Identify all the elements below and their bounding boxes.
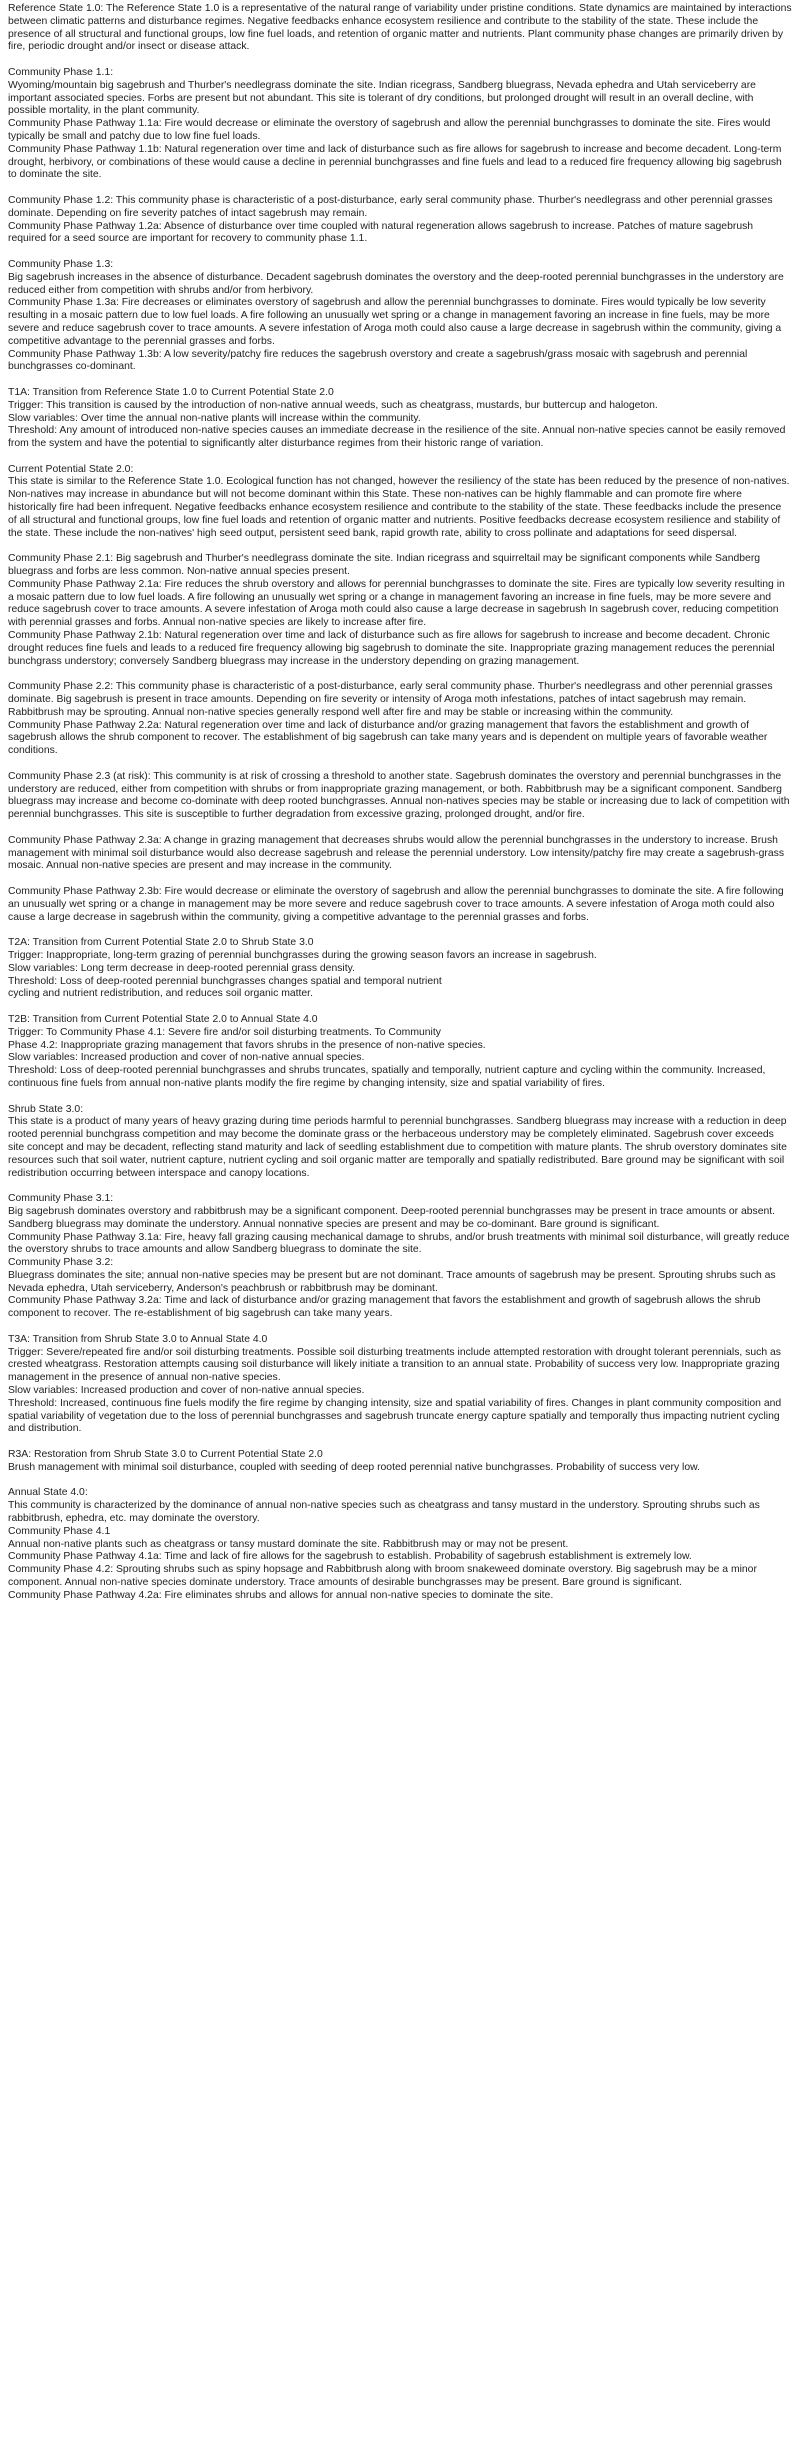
paragraph-line: Community Phase 1.3: bbox=[8, 258, 114, 270]
paragraph-line: T2B: Transition from Current Potential State 2.0 to Annual State 4.0 bbox=[8, 1013, 318, 1025]
paragraph-line: Community Phase Pathway 1.1b: Natural regeneration over time and lack of disturbance such as fire allows for sagebrush to increase and become decadent. Long-term drought, herbivory, or combinations of these would cause a decline in perennial bunchgrasses and fine fuels and lead to a reduced fire frequency allowing big sagebrush to dominate the site. bbox=[8, 143, 782, 181]
paragraph-line: Current Potential State 2.0: bbox=[8, 463, 134, 475]
paragraph-line: Trigger: This transition is caused by the introduction of non-native annual weeds, such as cheatgrass, mustards, bur buttercup and halogeton. bbox=[8, 399, 658, 411]
paragraph-line: Threshold: Increased, continuous fine fuels modify the fire regime by changing intensity, size and spatial variability of fires. Changes in plant community composition and spatial variability of vegetation due to the loss of perennial bunchgrasses and sagebrush truncate energy capture spatially and temporally thus impacting nutrient cycling and distribution. bbox=[8, 1397, 782, 1435]
paragraph-line: Big sagebrush dominates overstory and rabbitbrush may be a significant component. Deep-rooted perennial bunchgrasses may be present in trace amounts or absent. Sandberg bluegrass may dominate the understory. Annual nonnative species are present and may be co-dominant. Bare ground is significant. bbox=[8, 1205, 776, 1230]
paragraph-line: Community Phase Pathway 2.3a: A change in grazing management that decreases shrubs would allow the perennial bunchgrasses in the understory to increase. Brush management with minimal soil disturbance would also decrease sagebrush and release the perennial understory. Low intensity/patchy fire may create a sagebrush-grass mosaic. Annual non-native species are present and may increase in the community. bbox=[8, 834, 785, 872]
paragraph-line: Trigger: Severe/repeated fire and/or soil disturbing treatments. Possible soil disturbing treatments include attempted restoration with drought tolerant perennials, such as crested wheatgrass. Restoration attempts causing soil disturbance will likely initiate a transition to an annual state. Probability of success very low. Inappropriate grazing management in the presence of annual non-native species. bbox=[8, 1346, 781, 1384]
section bbox=[8, 259, 792, 374]
section bbox=[8, 553, 792, 668]
section bbox=[8, 387, 792, 451]
paragraph-line: Slow variables: Increased production and cover of non-native annual species. bbox=[8, 1052, 365, 1064]
paragraph-line: Shrub State 3.0: bbox=[8, 1103, 84, 1115]
paragraph-line: T1A: Transition from Reference State 1.0 to Current Potential State 2.0 bbox=[8, 386, 334, 398]
paragraph-line: Threshold: Loss of deep-rooted perennial bunchgrasses and shrubs truncates, spatially and temporally, nutrient capture and cycling within the community. Increased, continuous fine fuels from annual non-native plants modify the fire regime by changing intensity, size and spatial variability of fires. bbox=[8, 1065, 766, 1089]
paragraph-line: Annual non-native plants such as cheatgrass or tansy mustard dominate the site. Rabbitbrush may or may not be present. bbox=[8, 1538, 569, 1550]
section bbox=[8, 1104, 792, 1181]
paragraph-line: R3A: Restoration from Shrub State 3.0 to Current Potential State 2.0 bbox=[8, 1449, 323, 1461]
paragraph-line: Wyoming/mountain big sagebrush and Thurber's needlegrass dominate the site. Indian ricegrass, Sandberg bluegrass, Nevada ephedra and Utah serviceberry are important associated species. Forbs are present but not abundant. This site is tolerant of dry conditions, but prolonged drought will result in an overall decline, with possible mortality, in the plant community. bbox=[8, 79, 756, 117]
section bbox=[8, 1193, 792, 1321]
paragraph-line: Slow variables: Over time the annual non-native plants will increase within the community. bbox=[8, 412, 421, 424]
section bbox=[8, 1334, 792, 1436]
section bbox=[8, 195, 792, 246]
paragraph-line: Community Phase 3.1: bbox=[8, 1193, 114, 1205]
paragraph-line: Community Phase 2.1: Big sagebrush and Thurber's needlegrass dominate the site. Indian ricegrass and squirreltail may be significant components while Sandberg bluegrass and forbs are less common. Non-native annual species present. bbox=[8, 553, 761, 578]
paragraph-line: Community Phase 4.1 bbox=[8, 1525, 111, 1537]
paragraph-line: Brush management with minimal soil disturbance, coupled with seeding of deep rooted perennial native bunchgrasses. Probability of success very low. bbox=[8, 1461, 700, 1473]
paragraph-line: Community Phase 2.3 (at risk): This community is at risk of crossing a threshold to another state. Sagebrush dominates the overstory and perennial bunchgrasses in the understory are reduced, either from competition with shrubs or from inappropriate grazing management, or both. Rabbitbrush may be a significant component. Sandberg bluegrass may increase and become co-dominate with deep rooted bunchgrasses. Annual non-natives species may be stable or increasing due to lack of competition with perennial bunchgrasses. This site is susceptible to further degradation from excessive grazing, prolonged drought, and/or fire. bbox=[8, 770, 790, 821]
section bbox=[8, 681, 792, 758]
paragraph-line: Community Phase Pathway 2.1a: Fire reduces the shrub overstory and allows for perennial bunchgrasses to dominate the site. Fires are typically low severity resulting in a mosaic pattern due to low fuel loads. A fire following an unusually wet spring or a change in management favoring an increase in fine fuels, may be more severe and reduce sagebrush cover to trace amounts. A severe infestation of Aroga moth could also cause a large decrease in sagebrush In sagebrush cover, reducing competition with perennial grasses and forbs. Annual non-native species are likely to increase after fire. bbox=[8, 578, 785, 629]
paragraph-line: Trigger: Inappropriate, long-term grazing of perennial bunchgrasses during the growing season favors an increase in sagebrush. bbox=[8, 949, 597, 961]
paragraph-line: Community Phase Pathway 4.2a: Fire eliminates shrubs and allows for annual non-native species to dominate the site. bbox=[8, 1589, 554, 1601]
paragraph-line: T3A: Transition from Shrub State 3.0 to Annual State 4.0 bbox=[8, 1333, 268, 1345]
paragraph-line: Community Phase Pathway 2.1b: Natural regeneration over time and lack of disturbance such as fire allows for sagebrush to increase and become decadent. Chronic drought reduces fine fuels and leads to a reduced fire frequency allowing big sagebrush to dominate the site. Inappropriate grazing management reduces the perennial bunchgrass understory; conversely Sandberg bluegrass may increase in the understory depending on grazing management. bbox=[8, 630, 775, 667]
paragraph-line: Community Phase Pathway 4.1a: Time and lack of fire allows for the sagebrush to establish. Probability of sagebrush establishment is extremely low. bbox=[8, 1551, 692, 1563]
paragraph-line: Phase 4.2: Inappropriate grazing management that favors shrubs in the presence of non-native species. bbox=[8, 1039, 486, 1051]
paragraph-line: Community Phase 2.2: This community phase is characteristic of a post-disturbance, early seral community phase. Thurber's needlegrass and other perennial grasses dominate. Big sagebrush is present in trace amounts. Depending on fire severity or intensity of Aroga moth infestations, patches of intact sagebrush may remain. Rabbitbrush may be sprouting. Annual non-native species generally respond well after fire and may be stable or increasing within the community. bbox=[8, 681, 773, 718]
section bbox=[8, 771, 792, 822]
paragraph-line: Community Phase 1.1: bbox=[8, 66, 114, 78]
paragraph-line: Reference State 1.0: The Reference State 1.0 is a representative of the natural range of variability under pristine conditions. State dynamics are maintained by interactions between climatic patterns and disturbance regimes. Negative feedbacks enhance ecosystem resilience and contribute to the stability of the state. These include the presence of all structural and functional groups, low fine fuel loads, and retention of organic matter and nutrients. Plant community phase changes are primarily driven by fire, periodic drought and/or insect or disease attack. bbox=[8, 3, 792, 53]
paragraph-line: Threshold: Any amount of introduced non-native species causes an immediate decrease in the resilience of the site. Annual non-native species cannot be easily removed from the system and have the potential to significantly alter disturbance regimes from their historic range of variation. bbox=[8, 425, 786, 450]
paragraph-line: Community Phase Pathway 1.1a: Fire would decrease or eliminate the overstory of sagebrush and allow the perennial bunchgrasses to dominate the site. Fires would typically be small and patchy due to low fine fuel loads. bbox=[8, 118, 771, 142]
section bbox=[8, 1487, 792, 1602]
section bbox=[8, 1014, 792, 1091]
paragraph-line: Slow variables: Increased production and cover of non-native annual species. bbox=[8, 1385, 365, 1397]
paragraph-line: Community Phase 1.2: This community phase is characteristic of a post-disturbance, early seral community phase. Thurber's needlegrass and other perennial grasses dominate. Depending on fire severity patches of intact sagebrush may remain. bbox=[8, 194, 773, 219]
paragraph-line: Big sagebrush increases in the absence of disturbance. Decadent sagebrush dominates the overstory and the deep-rooted perennial bunchgrasses in the understory are reduced either from competition with shrubs and/or from herbivory. bbox=[8, 271, 784, 296]
paragraph-line: Community Phase Pathway 2.3b: Fire would decrease or eliminate the overstory of sagebrush and allow the perennial bunchgrasses to dominate the site. A fire following an unusually wet spring or a change in management may be more severe and reduce sagebrush cover to trace amounts. A severe infestation of Aroga moth could also cause a large decrease in sagebrush within the community, giving a competitive advantage to the perennial grasses and forbs. bbox=[8, 885, 784, 923]
section bbox=[8, 67, 792, 182]
section bbox=[8, 3, 792, 54]
paragraph-line: Community Phase Pathway 2.2a: Natural regeneration over time and lack of disturbance and/or grazing management that favors the establishment and growth of sagebrush allows the shrub component to recover. The establishment of big sagebrush can take many years and is dependent on multiple years of favorable weather conditions. bbox=[8, 719, 768, 757]
section bbox=[8, 886, 792, 924]
paragraph-line: Community Phase 4.2: Sprouting shrubs such as spiny hopsage and Rabbitbrush along with broom snakeweed dominate overstory. Big sagebrush may be a minor component. Annual non-native species dominate understory. Trace amounts of desirable bunchgrasses may be present. Bare ground is significant. bbox=[8, 1564, 757, 1589]
section bbox=[8, 835, 792, 873]
section bbox=[8, 1449, 792, 1475]
paragraph-line: Slow variables: Long term decrease in deep-rooted perennial grass density. bbox=[8, 962, 355, 974]
paragraph-line: Community Phase Pathway 1.3b: A low severity/patchy fire reduces the sagebrush overstory and create a sagebrush/grass mosaic with sagebrush and perennial bunchgrasses co-dominant. bbox=[8, 348, 748, 373]
paragraph-line: Community Phase 1.3a: Fire decreases or eliminates overstory of sagebrush and allow the perennial bunchgrasses to dominate. Fires would typically be low severity resulting in a mosaic pattern due to low fuel loads. A fire following an unusually wet spring or a change in management favoring an increase in fine fuels, may be more severe and reduce sagebrush cover to trace amounts. A severe infestation of Aroga moth could also cause a large decrease in sagebrush within the community, giving a competitive advantage to the perennial grasses and forbs. bbox=[8, 297, 782, 347]
paragraph-line: Threshold: Loss of deep-rooted perennial bunchgrasses changes spatial and temporal nutrient bbox=[8, 975, 442, 987]
paragraph-line: Community Phase Pathway 3.1a: Fire, heavy fall grazing causing mechanical damage to shrubs, and/or brush treatments with minimal soil disturbance, will greatly reduce the overstory shrubs to trace amounts and allow Sandberg bluegrass to dominate the site. bbox=[8, 1231, 790, 1256]
paragraph-line: This state is similar to the Reference State 1.0. Ecological function has not changed, however the resiliency of the state has been reduced by the presence of non-natives. Non-natives may increase in abundance but will not become dominant within this State. These non-natives can be highly flammable and can promote fire where historically fire had been infrequent. Negative feedbacks enhance ecosystem resilience and contribute to the stability of the state. These feedbacks include the presence of all structural and functional groups, low fine fuel loads and retention of organic matter and nutrients. Positive feedbacks decrease ecosystem resilience and stability of the state. These include the non-natives' high seed output, persistent seed bank, rapid growth rate, ability to cross pollinate and adaptations for seed dispersal. bbox=[8, 476, 790, 539]
paragraph-line: Bluegrass dominates the site; annual non-native species may be present but are not dominant. Trace amounts of sagebrush may be present. Sprouting shrubs such as Nevada ephedra, Utah serviceberry, Anderson's peachbrush or rabbitbrush may be dominant. bbox=[8, 1269, 776, 1294]
paragraph-line: T2A: Transition from Current Potential State 2.0 to Shrub State 3.0 bbox=[8, 937, 314, 949]
paragraph-line: cycling and nutrient redistribution, and reduces soil organic matter. bbox=[8, 988, 313, 1000]
paragraph-line: This state is a product of many years of heavy grazing during time periods harmful to perennial bunchgrasses. Sandberg bluegrass may increase with a reduction in deep rooted perennial bunchgrass competition and may become the dominate grass or the herbaceous understory may be completely eliminated. Sagebrush cover exceeds site concept and may be decadent, reflecting stand maturity and lack of seedling establishment due to competition with mature plants. The shrub overstory dominates site resources such that soil water, nutrient capture, nutrient cycling and soil organic matter are temporally and spatially redistributed. Bare ground may be significant with soil redistribution occurring between interspace and canopy locations. bbox=[8, 1116, 787, 1179]
paragraph-line: Trigger: To Community Phase 4.1: Severe fire and/or soil disturbing treatments. To Community bbox=[8, 1026, 441, 1038]
section bbox=[8, 464, 792, 541]
paragraph-line: Community Phase 3.2: bbox=[8, 1257, 114, 1269]
paragraph-line: Annual State 4.0: bbox=[8, 1487, 88, 1499]
paragraph-line: Community Phase Pathway 1.2a: Absence of disturbance over time coupled with natural regeneration allows sagebrush to increase. Patches of mature sagebrush required for a seed source are important for recovery to community phase 1.1. bbox=[8, 220, 754, 245]
paragraph-line: Community Phase Pathway 3.2a: Time and lack of disturbance and/or grazing management that favors the establishment and growth of sagebrush allows the shrub component to recover. The re-establishment of big sagebrush can take many years. bbox=[8, 1295, 761, 1320]
section bbox=[8, 937, 792, 1001]
paragraph-line: This community is characterized by the dominance of annual non-native species such as cheatgrass and tansy mustard in the understory. Sprouting shrubs such as rabbitbrush, ephedra, etc. may dominate the overstory. bbox=[8, 1500, 760, 1525]
